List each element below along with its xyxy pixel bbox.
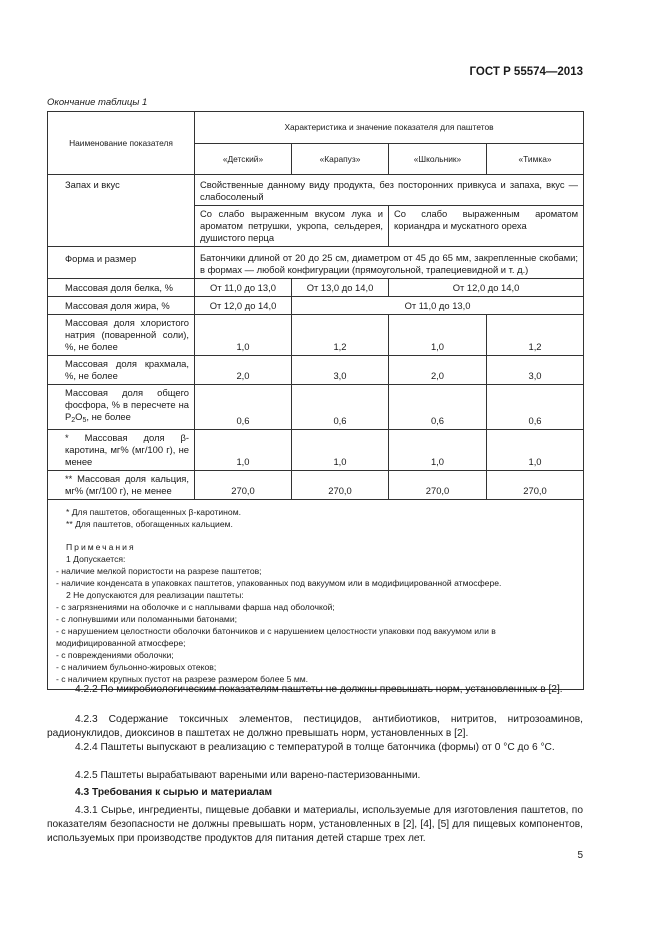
product-karapuz: «Карапуз» (292, 143, 389, 175)
smell-common: Свойственные данному виду продукта, без посторонних привкуса и запаха, вкус — слабосоленый (195, 175, 584, 206)
table-row (48, 315, 584, 356)
product-timka: «Тимка» (487, 143, 584, 175)
footnote-carotene: * Для паштетов, обогащенных β-каротином. (66, 507, 242, 517)
note-item: - наличие мелкой пористости на разрезе паштетов; (56, 566, 262, 576)
cell-value: От 11,0 до 13,0 (292, 297, 584, 315)
cell-value: 270,0 (292, 471, 389, 500)
footnote-calcium: ** Для паштетов, обогащенных кальцием. (66, 519, 233, 529)
product-detsky: «Детский» (195, 143, 292, 175)
table-row (48, 279, 584, 297)
form-text: Батончики длиной от 20 до 25 см, диаметром от 45 до 65 мм, закрепленные скобами; в формах — любой конфигурации (прямоугольной, трапециевидной и т. д.) (195, 247, 584, 279)
row-label-form: Форма и размер (48, 247, 195, 279)
note-item: - с повреждениями оболочки; (56, 650, 174, 660)
cell-value: 0,6 (195, 385, 292, 430)
table-header-row (48, 112, 584, 144)
table-row (48, 430, 584, 471)
row-label-calcium: ** Массовая доля кальция, мг% (мг/100 г), не менее (48, 471, 195, 500)
table-row (48, 247, 584, 279)
note-item: - с лопнувшими или поломанными батонами; (56, 614, 238, 624)
product-shkolnik: «Школьник» (389, 143, 487, 175)
note-item: - наличие конденсата в упаковках паштетов, упакованных под вакуумом или в модифицированной атмосфере. (56, 578, 502, 588)
paragraph-4-2-2: 4.2.2 По микробиологическим показателям паштеты не должны превышать норм, установленных в [2]. (75, 684, 563, 695)
cell-value: 1,0 (195, 430, 292, 471)
indicators-table (47, 111, 584, 690)
cell-value: 2,0 (389, 356, 487, 385)
document-id: ГОСТ Р 55574—2013 (469, 66, 583, 78)
cell-value: От 11,0 до 13,0 (195, 279, 292, 297)
row-label-protein: Массовая доля белка, % (48, 279, 195, 297)
cell-value: 270,0 (487, 471, 584, 500)
row-label-carotene: * Массовая доля β-каротина, мг% (мг/100 г), не менее (48, 430, 195, 471)
note-item: 1 Допускается: (66, 554, 126, 564)
table-notes (48, 500, 584, 690)
cell-value: 3,0 (292, 356, 389, 385)
row-label-fat: Массовая доля жира, % (48, 297, 195, 315)
cell-value: 0,6 (389, 385, 487, 430)
cell-value: От 12,0 до 14,0 (195, 297, 292, 315)
row-label-smell: Запах и вкус (48, 175, 195, 247)
cell-value: 1,0 (389, 315, 487, 356)
table-row (48, 175, 584, 206)
cell-value: 1,0 (195, 315, 292, 356)
cell-value: 270,0 (195, 471, 292, 500)
page-number: 5 (577, 850, 583, 861)
cell-value: 1,0 (292, 430, 389, 471)
cell-value: 0,6 (487, 385, 584, 430)
col-header-group: Характеристика и значение показателя для паштетов (195, 112, 584, 144)
cell-value: От 13,0 до 14,0 (292, 279, 389, 297)
table-notes-row (48, 500, 584, 690)
section-heading-4-3: 4.3 Требования к сырью и материалам (75, 787, 273, 798)
table-row (48, 471, 584, 500)
cell-value: 1,2 (487, 315, 584, 356)
table-caption: Окончание таблицы 1 (47, 97, 148, 108)
cell-value: 1,2 (292, 315, 389, 356)
row-label-phosphorus: Массовая доля общего фосфора, % в пересчете на $P_2O_5$, не более (48, 385, 195, 430)
paragraph-4-2-3: 4.2.3 Содержание токсичных элементов, пестицидов, антибиотиков, нитритов, нитрозоаминов, радионуклидов, диоксинов в паштетах не должно превышать норм, установленных в [2]. (47, 714, 583, 739)
note-item: - с наличием крупных пустот на разрезе размером более 5 мм. (56, 674, 309, 684)
cell-value: От 12,0 до 14,0 (389, 279, 584, 297)
paragraph-4-3-1: 4.3.1 Сырье, ингредиенты, пищевые добавки и материалы, используемые для изготовления паштетов, по показателям безопасности не должны превышать норм, установленных в [2], [4], [5] для пищевых компонентов, используемых при производстве продуктов для питания детей старше трех лет. (47, 805, 583, 844)
paragraph-4-2-4: 4.2.4 Паштеты выпускают в реализацию с температурой в толще батончика (формы) от 0 °С до 6 °С. (75, 742, 555, 753)
row-label-starch: Массовая доля крахмала, %, не более (48, 356, 195, 385)
col-header-name: Наименование показателя (48, 112, 195, 175)
cell-value: 3,0 (487, 356, 584, 385)
cell-value: 0,6 (292, 385, 389, 430)
note-item: - с нарушением целостности оболочки батончиков и с нарушением целостности упаковки под вакуумом или в модифицированной атмосфере; (56, 626, 496, 648)
table-row (48, 356, 584, 385)
smell-left: Со слабо выраженным вкусом лука и ароматом петрушки, укропа, сельдерея, душистого перца (195, 206, 389, 247)
note-item: 2 Не допускаются для реализации паштеты: (66, 590, 244, 600)
note-item: - с наличием бульонно-жировых отеков; (56, 662, 217, 672)
notes-heading: Примечания (66, 542, 136, 552)
cell-value: 1,0 (487, 430, 584, 471)
smell-right: Со слабо выраженным ароматом кориандра и мускатного ореха (389, 206, 584, 247)
paragraph-4-2-5: 4.2.5 Паштеты вырабатывают вареными или варено-пастеризованными. (75, 770, 421, 781)
table-row (48, 297, 584, 315)
cell-value: 1,0 (389, 430, 487, 471)
cell-value: 2,0 (195, 356, 292, 385)
cell-value: 270,0 (389, 471, 487, 500)
row-label-salt: Массовая доля хлористого натрия (поваренной соли), %, не более (48, 315, 195, 356)
note-item: - с загрязнениями на оболочке и с наплывами фарша над оболочкой; (56, 602, 335, 612)
table-row (48, 385, 584, 430)
